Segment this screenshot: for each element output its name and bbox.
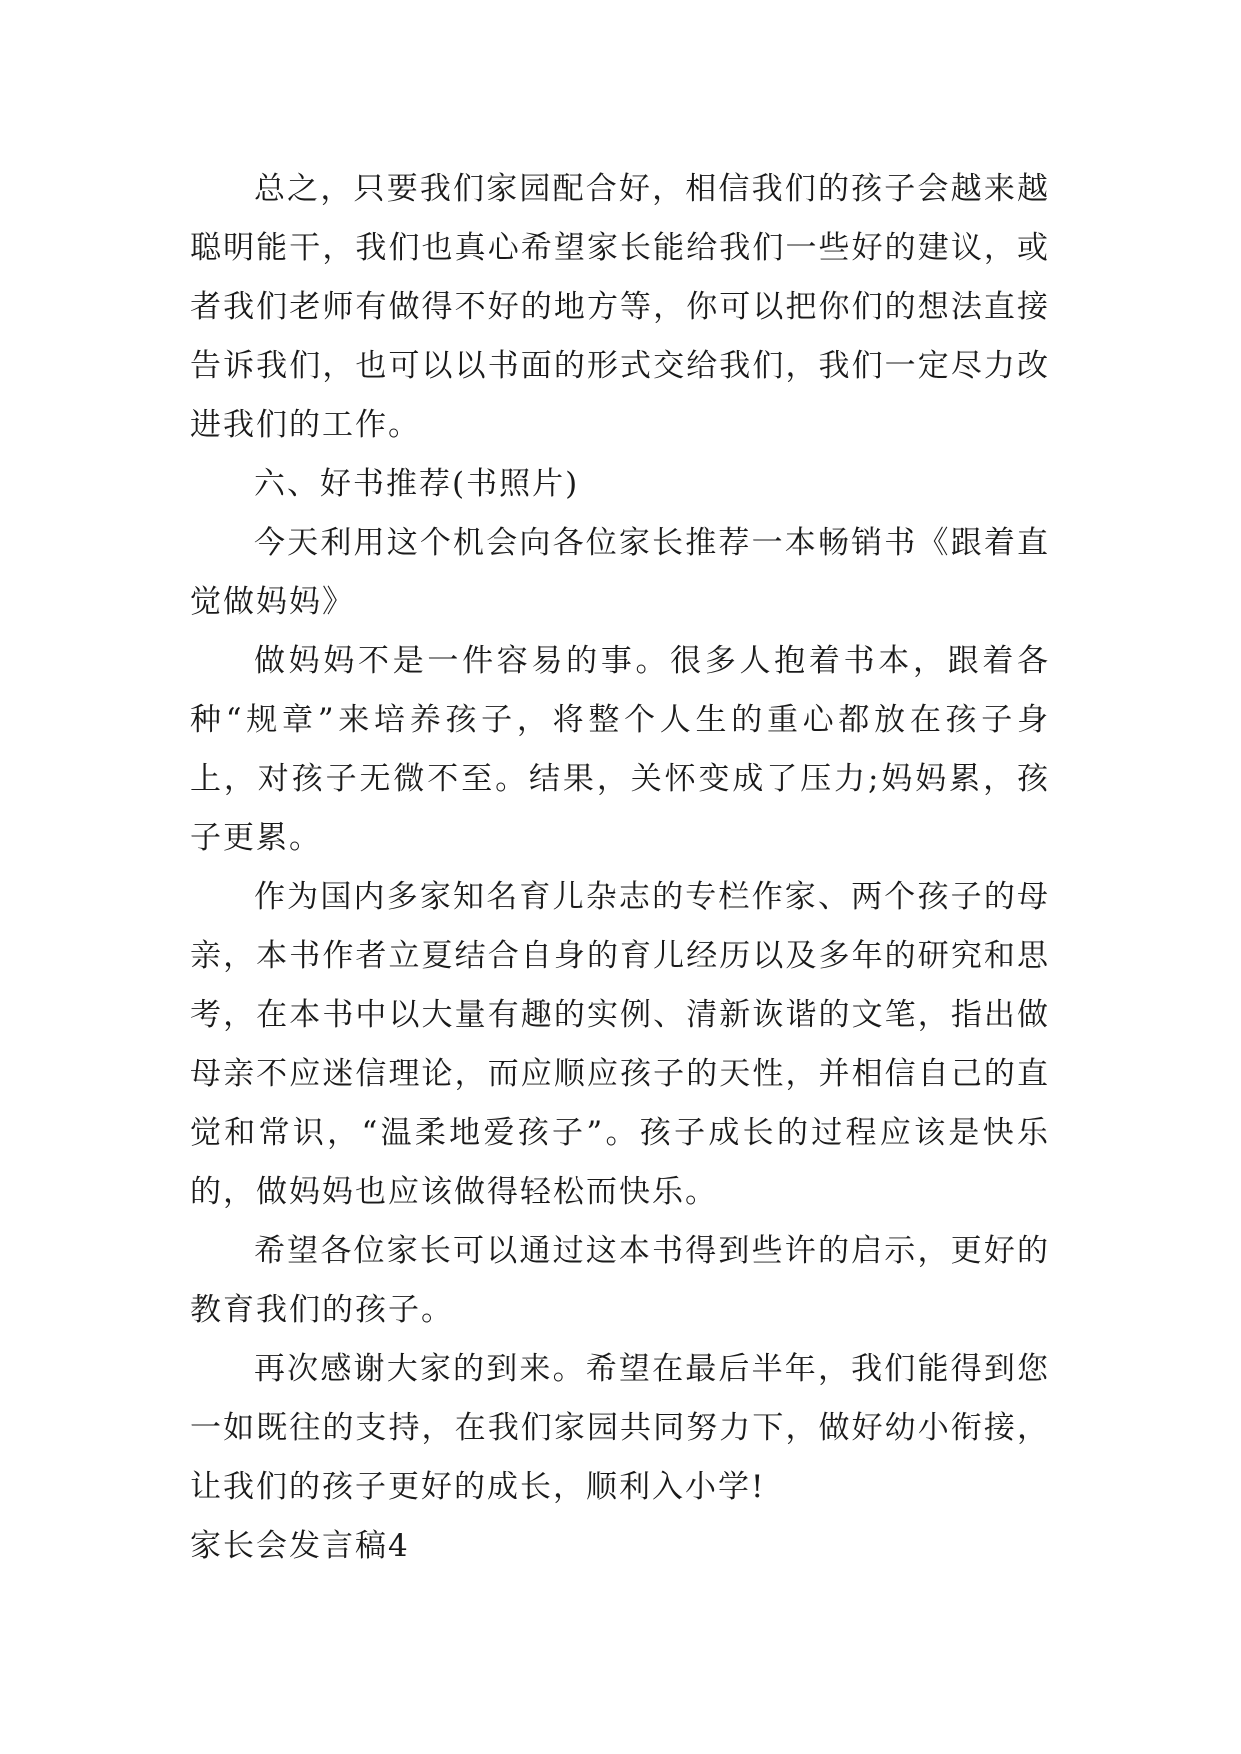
paragraph-author: 作为国内多家知名育儿杂志的专栏作家、两个孩子的母亲，本书作者立夏结合自身的育儿经历以及多年的研究和思考，在本书中以大量有趣的实例、清新诙谐的文笔，指出做母亲不应迷信理论，而应顺应孩子的天性，并相信自己的直觉和常识，“温柔地爱孩子”。孩子成长的过程应该是快乐的，做妈妈也应该做得轻松而快乐。	[190, 879, 1050, 1210]
document-body	[190, 160, 1050, 1576]
paragraph-thanks: 再次感谢大家的到来。希望在最后半年，我们能得到您一如既往的支持，在我们家园共同努力下，做好幼小衔接，让我们的孩子更好的成长，顺利入小学!	[190, 1351, 1050, 1505]
section-title: 家长会发言稿4	[190, 1528, 410, 1564]
paragraph-motherhood: 做妈妈不是一件容易的事。很多人抱着书本，跟着各种“规章”来培养孩子，将整个人生的重心都放在孩子身上，对孩子无微不至。结果，关怀变成了压力;妈妈累，孩子更累。	[190, 643, 1050, 856]
paragraph-conclusion: 总之，只要我们家园配合好，相信我们的孩子会越来越聪明能干，我们也真心希望家长能给我们一些好的建议，或者我们老师有做得不好的地方等，你可以把你们的想法直接告诉我们，也可以以书面的形式交给我们，我们一定尽力改进我们的工作。	[190, 171, 1050, 443]
heading-book-recommendation: 六、好书推荐(书照片)	[254, 466, 580, 502]
paragraph-hope: 希望各位家长可以通过这本书得到些许的启示，更好的教育我们的孩子。	[190, 1233, 1050, 1328]
paragraph-book-intro: 今天利用这个机会向各位家长推荐一本畅销书《跟着直觉做妈妈》	[190, 525, 1050, 620]
